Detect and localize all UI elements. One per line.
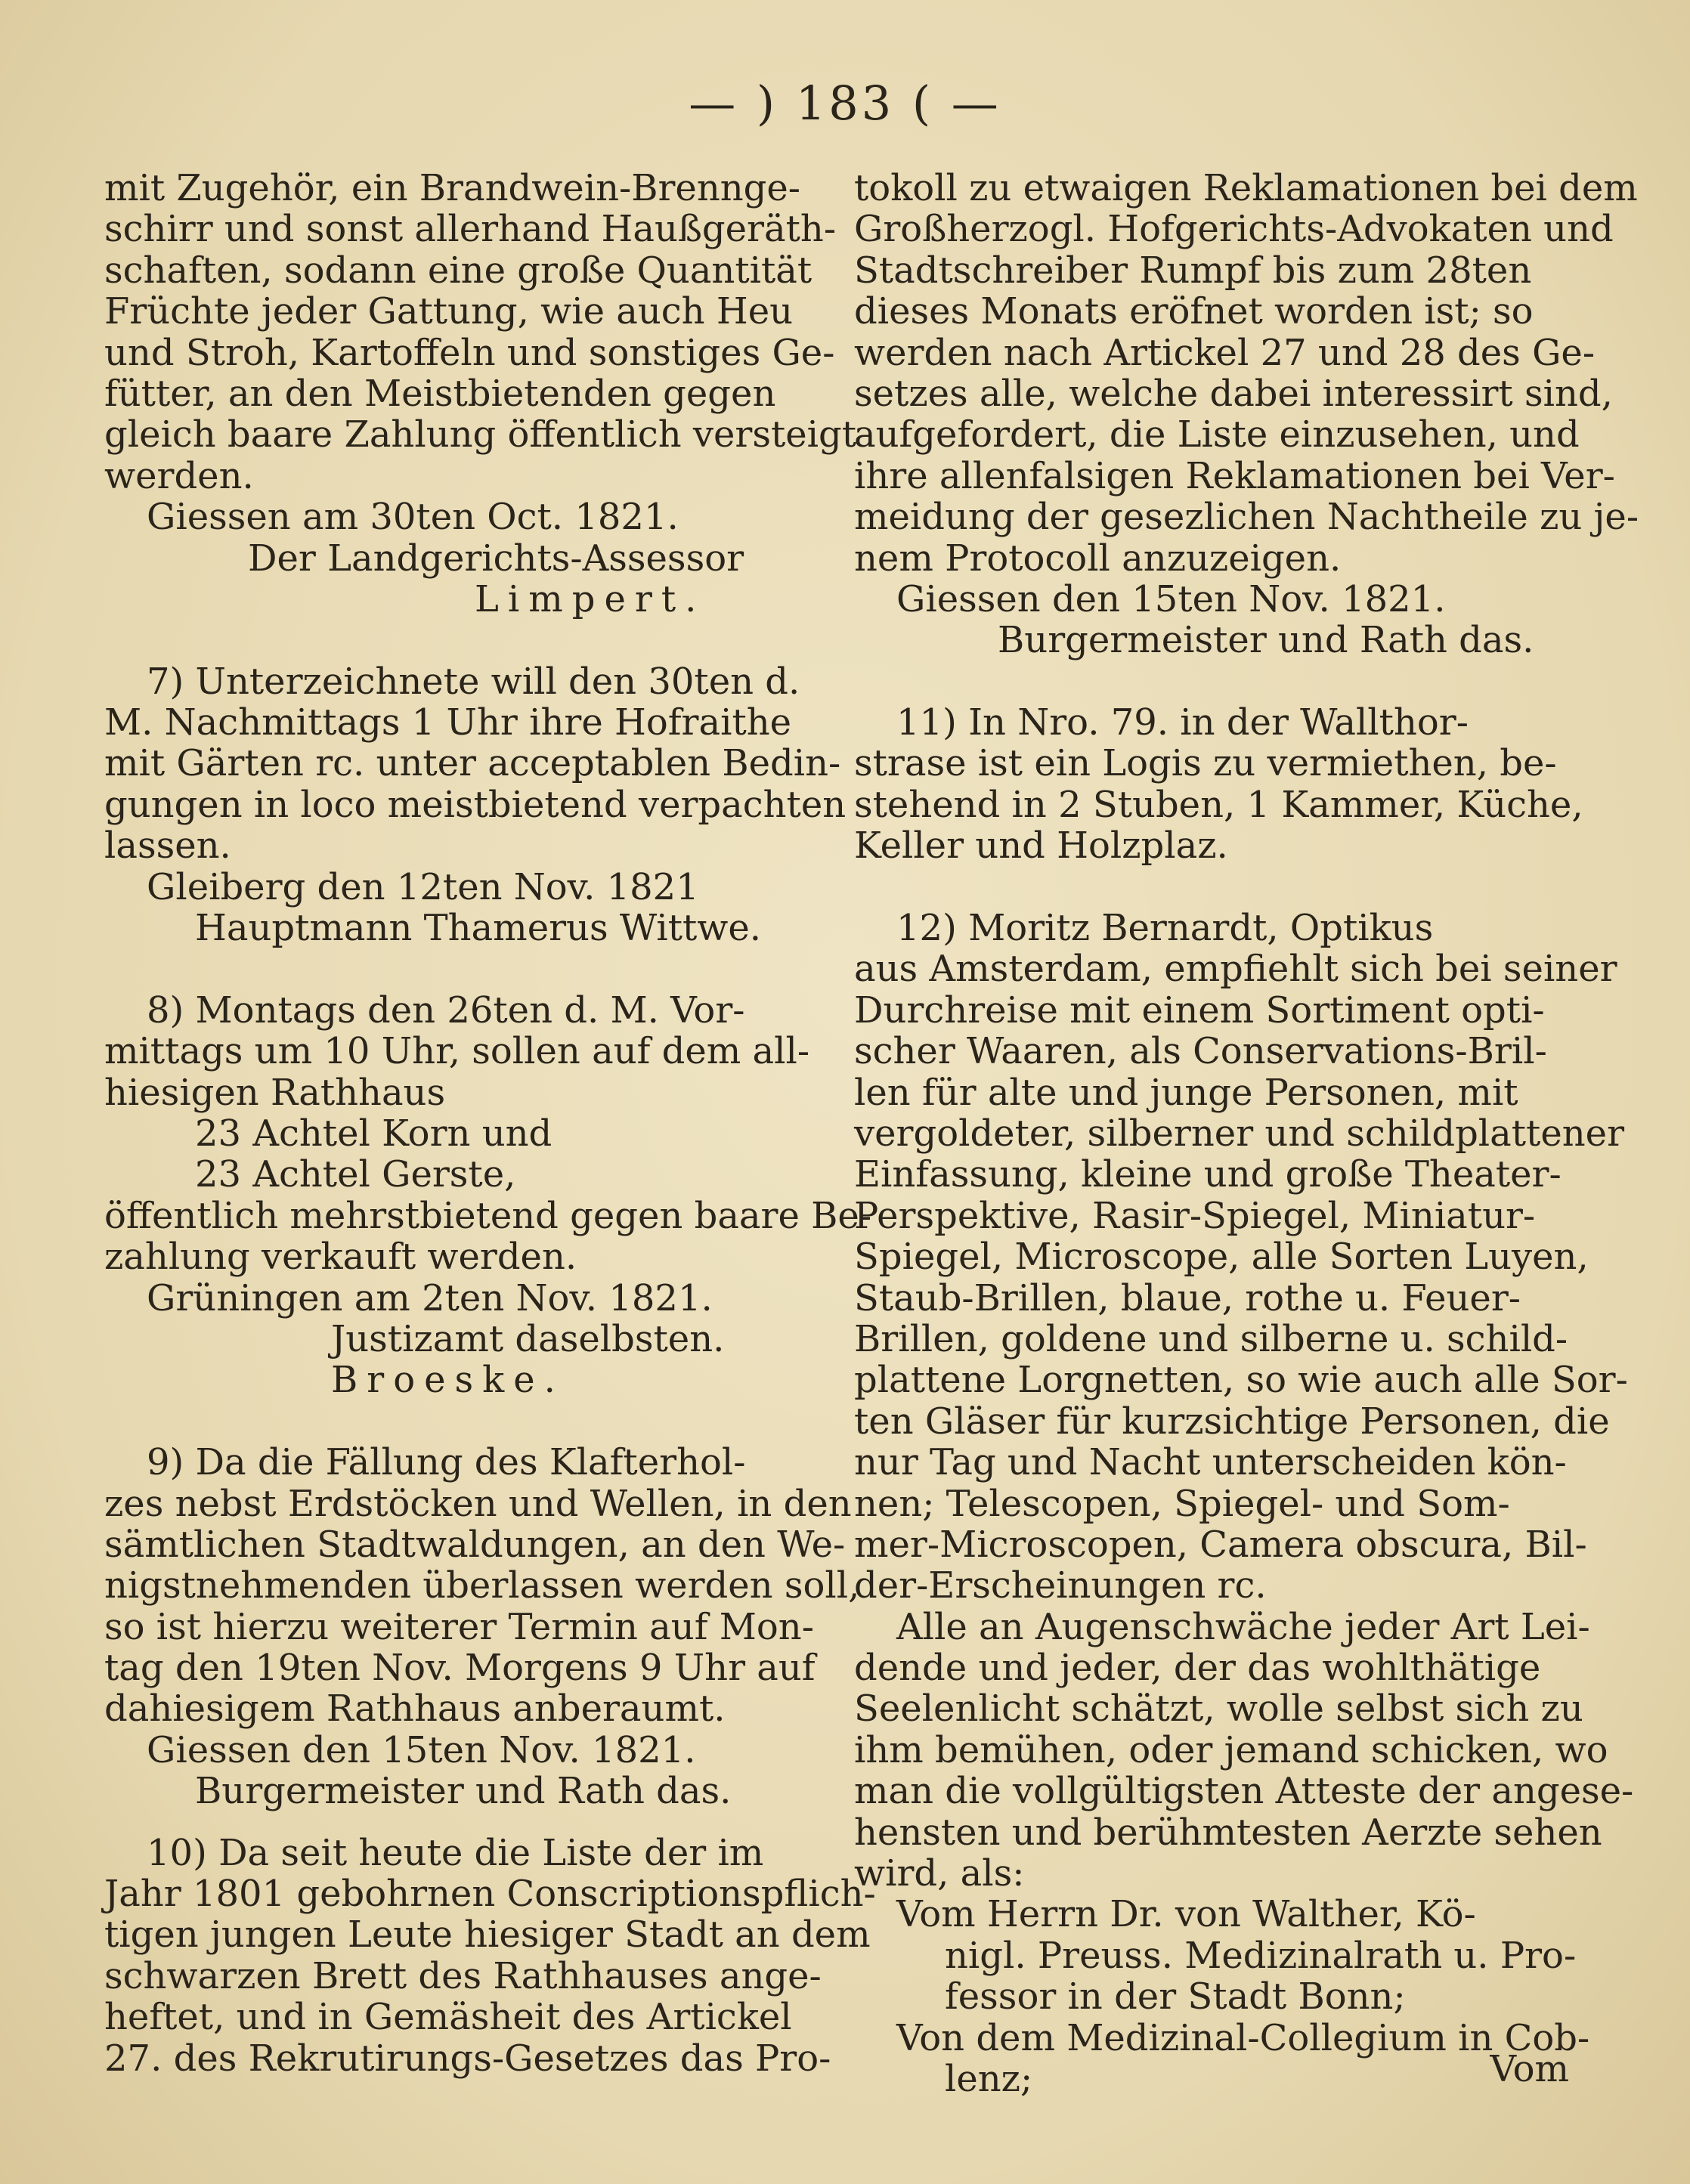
left-column-text-line: werden. — [104, 454, 254, 497]
right-column-text-line: man die vollgültigsten Atteste der angese- — [854, 1770, 1634, 1813]
page-header: — ) 183 ( — — [689, 76, 1001, 131]
right-column-text-line: Staub-Brillen, blaue, rothe u. Feuer- — [854, 1276, 1521, 1319]
right-column-text-line: Einfassung, kleine und große Theater- — [854, 1153, 1562, 1196]
right-column-text-line: Spiegel, Microscope, alle Sorten Luyen, — [854, 1236, 1589, 1279]
left-column-spacer — [104, 948, 828, 989]
left-column-text-line: nigstnehmenden überlassen werden soll, — [104, 1564, 860, 1607]
right-column-text-line: dende und jeder, der das wohlthätige — [854, 1647, 1541, 1690]
left-column-text-line: schaften, sodann eine große Quantität — [104, 249, 812, 292]
right-column-text-line: fessor in der Stadt Bonn; — [945, 1975, 1406, 2018]
right-column — [854, 167, 1639, 2100]
right-column-text-line: strase ist ein Logis zu vermiethen, be- — [854, 742, 1557, 785]
left-column-text-line: schirr und sonst allerhand Haußgeräth- — [104, 208, 837, 251]
right-column-text-line: Von dem Medizinal-Collegium in Cob- — [896, 2016, 1590, 2059]
right-column-text-line: Vom Herrn Dr. von Walther, Kö- — [896, 1893, 1476, 1936]
right-column-text-line: dieses Monats eröfnet worden ist; so — [854, 290, 1534, 333]
right-column-text-line: aufgefordert, die Liste einzusehen, und — [854, 413, 1580, 456]
right-column-text-line: plattene Lorgnetten, so wie auch alle Sor- — [854, 1359, 1628, 1402]
left-column-text-line: Giessen am 30ten Oct. 1821. — [147, 496, 679, 539]
right-column-text-line: Durchreise mit einem Sortiment opti- — [854, 988, 1545, 1032]
left-column-text-line: 23 Achtel Korn und — [195, 1112, 552, 1155]
right-column-text-line: hensten und berühmtesten Aerzte sehen — [854, 1811, 1602, 1854]
right-column-text-line: der-Erscheinungen rc. — [854, 1564, 1267, 1607]
right-column-text-line: Stadtschreiber Rumpf bis zum 28ten — [854, 249, 1532, 292]
left-column-text-line: zes nebst Erdstöcken und Wellen, in den — [104, 1482, 852, 1525]
left-column-text-line: gungen in loco meistbietend verpachten — [104, 783, 847, 826]
right-column-text-line: Großherzogl. Hofgerichts-Advokaten und — [854, 208, 1614, 251]
left-column-text-line: hiesigen Rathhaus — [104, 1071, 446, 1114]
left-column-spacer — [104, 1401, 828, 1442]
right-column-text-line: ihm bemühen, oder jemand schicken, wo — [854, 1728, 1608, 1771]
right-column-text-line: Brillen, goldene und silberne u. schild- — [854, 1317, 1568, 1360]
left-column-text-line: dahiesigem Rathhaus anberaumt. — [104, 1687, 726, 1731]
left-column-text-line: 7) Unterzeichnete will den 30ten d. — [147, 660, 800, 703]
left-column-text-line: zahlung verkauft werden. — [104, 1236, 577, 1279]
left-column-text-line: sämtlichen Stadtwaldungen, an den We- — [104, 1523, 846, 1566]
left-column-text-line: mittags um 10 Uhr, sollen auf dem all- — [104, 1030, 810, 1073]
left-column-text-line: M. Nachmittags 1 Uhr ihre Hofraithe — [104, 701, 792, 744]
left-column-text-line: fütter, an den Meistbietenden gegen — [104, 372, 776, 415]
left-column-text-line: 27. des Rekrutirungs-Gesetzes das Pro- — [104, 2037, 831, 2080]
right-column-text-line: ihre allenfalsigen Reklamationen bei Ver- — [854, 454, 1615, 497]
left-column-text-line: öffentlich mehrstbietend gegen baare Be- — [104, 1194, 872, 1237]
right-column-text-line: stehend in 2 Stuben, 1 Kammer, Küche, — [854, 783, 1583, 826]
left-column-text-line: Früchte jeder Gattung, wie auch Heu — [104, 290, 794, 333]
left-column-text-line: Jahr 1801 gebohrnen Conscriptionspflich- — [104, 1873, 876, 1916]
left-column-text-line: Justizamt daselbsten. — [331, 1317, 725, 1360]
right-column-text-line: len für alte und junge Personen, mit — [854, 1071, 1518, 1114]
left-column-text-line: 9) Da die Fällung des Klafterhol- — [147, 1441, 746, 1484]
left-column — [104, 167, 876, 2080]
left-column-text-line: schwarzen Brett des Rathhauses ange- — [104, 1954, 822, 1997]
left-column-text-line: 8) Montags den 26ten d. M. Vor- — [147, 988, 745, 1032]
left-column-text-line: mit Zugehör, ein Brandwein-Brenngе- — [104, 167, 800, 209]
right-column-text-line: mer-Microscopen, Camera obscura, Bil- — [854, 1523, 1587, 1566]
left-column-spacer — [104, 620, 828, 660]
left-column-text-line: mit Gärten rc. unter acceptablen Bedin- — [104, 742, 841, 785]
right-column-text-line: meidung der gesezlichen Nachtheile zu je- — [854, 496, 1639, 539]
right-column-text-line: Alle an Augenschwäche jeder Art Lei- — [896, 1605, 1590, 1648]
right-column-text-line: nigl. Preuss. Medizinalrath u. Pro- — [945, 1934, 1577, 1977]
right-column-text-line: 11) In Nro. 79. in der Wallthor- — [896, 701, 1469, 744]
right-column-text-line: lenz; — [945, 2057, 1033, 2100]
right-column-text-line: setzes alle, welche dabei interessirt sind, — [854, 372, 1613, 415]
right-column-text-line: vergoldeter, silberner und schildplattener — [854, 1112, 1625, 1155]
right-column-text-line: nur Tag und Nacht unterscheiden kön- — [854, 1441, 1567, 1484]
left-column-text-line: Der Landgerichts-Assessor — [248, 537, 744, 580]
right-column-text-line: Burgermeister und Rath das. — [998, 619, 1534, 662]
right-column-text-line: aus Amsterdam, empfiehlt sich bei seiner — [854, 948, 1617, 991]
left-column-text-line: Burgermeister und Rath das. — [195, 1770, 732, 1813]
right-column-spacer — [854, 867, 1572, 908]
right-column-text-line: Keller und Holzplaz. — [854, 824, 1228, 868]
left-column-text-line: Giessen den 15ten Nov. 1821. — [147, 1728, 696, 1771]
left-column-text-line: Gleiberg den 12ten Nov. 1821 — [147, 865, 699, 908]
left-column-text-line: Grüningen am 2ten Nov. 1821. — [147, 1276, 713, 1319]
left-column-text-line: gleich baare Zahlung öffentlich versteigt — [104, 413, 857, 456]
left-column-text-line: so ist hierzu weiterer Termin auf Mon- — [104, 1605, 814, 1648]
right-column-text-line: werden nach Artickel 27 und 28 des Ge- — [854, 331, 1596, 374]
right-column-spacer — [854, 661, 1572, 702]
left-column-text-line: tigen jungen Leute hiesiger Stadt an dem — [104, 1913, 871, 1957]
right-column-text-line: nem Protocoll anzuzeigen. — [854, 537, 1342, 580]
right-column-text-line: wird, als: — [854, 1852, 1025, 1895]
left-column-text-line: lassen. — [104, 824, 231, 868]
left-column-text-line: tag den 19ten Nov. Morgens 9 Uhr auf — [104, 1647, 816, 1690]
left-column-text-line: Limpert. — [475, 577, 706, 620]
left-column-text-line: Hauptmann Thamerus Wittwe. — [195, 907, 762, 950]
right-column-text-line: tokoll zu etwaigen Reklamationen bei dem — [854, 167, 1638, 209]
right-column-text-line: 12) Moritz Bernardt, Optikus — [896, 907, 1434, 950]
right-column-text-line: ten Gläser für kurzsichtige Personen, die — [854, 1400, 1610, 1443]
right-column-text-line: Seelenlicht schätzt, wolle selbst sich zu — [854, 1687, 1583, 1731]
catchword: Vom — [1490, 2048, 1569, 2090]
left-column-text-line: und Stroh, Kartoffeln und sonstiges Ge- — [104, 331, 835, 374]
left-column-text-line: Broeske. — [331, 1359, 565, 1402]
right-column-text-line: scher Waaren, als Conservations-Bril- — [854, 1030, 1547, 1073]
left-column-text-line: 23 Achtel Gerste, — [195, 1153, 516, 1196]
left-column-text-line: heftet, und in Gemäsheit des Artickel — [104, 1996, 792, 2039]
right-column-text-line: Perspektive, Rasir-Spiegel, Miniatur- — [854, 1194, 1536, 1237]
left-column-text-line: 10) Da seit heute die Liste der im — [147, 1831, 764, 1874]
right-column-text-line: nen; Telescopen, Spiegel- und Som- — [854, 1482, 1510, 1525]
right-column-text-line: Giessen den 15ten Nov. 1821. — [896, 577, 1446, 620]
left-column-spacer — [104, 1812, 828, 1833]
